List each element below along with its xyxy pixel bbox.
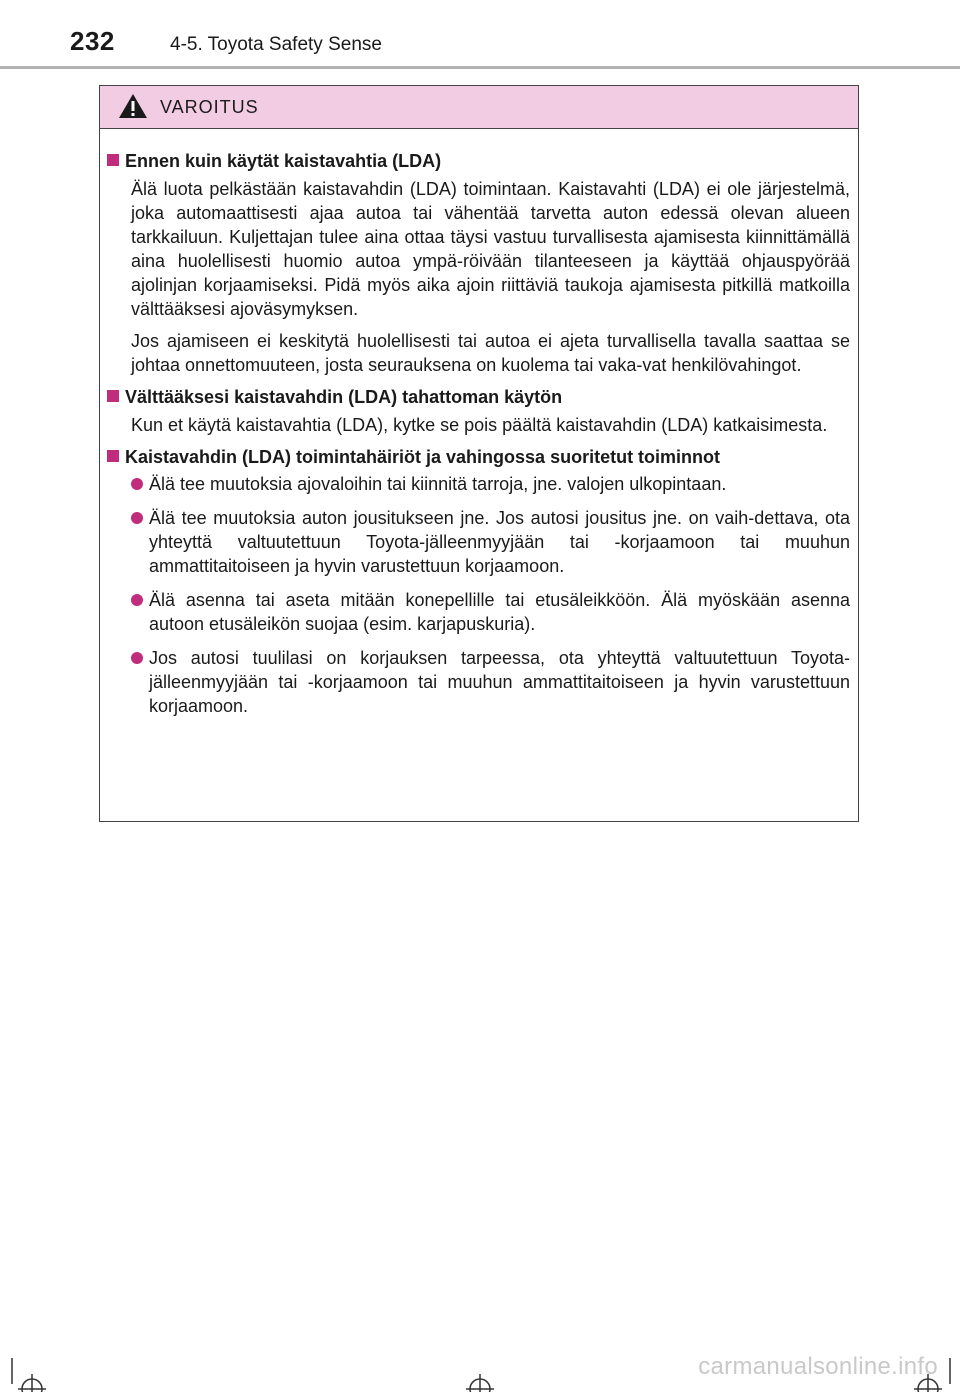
list-item — [131, 472, 850, 496]
circle-bullet-icon — [131, 478, 143, 490]
list-item — [131, 506, 850, 578]
warning-section — [107, 149, 850, 377]
section-heading — [107, 385, 850, 409]
square-bullet-icon — [107, 390, 119, 402]
page-number: 232 — [70, 26, 115, 56]
warning-title: VAROITUS — [160, 97, 259, 117]
list-item — [131, 588, 850, 636]
section-paragraph: Jos ajamiseen ei keskitytä huolellisesti tai autoa ei ajeta turvallisella tavalla saattaa se johtaa onnettomuuteen, josta seurauksena on kuolema tai vaka-vat henkilövahingot. — [131, 331, 850, 375]
list-item-text: Älä asenna tai aseta mitään konepellille tai etusäleikköön. Älä myöskään asenna autoon etusäleikön suojaa (esim. karjapuskuria). — [149, 590, 850, 634]
list-item-text: Jos autosi tuulilasi on korjauksen tarpeessa, ota yhteyttä valtuutettuun Toyota-jälleenmyyjään tai -korjaamoon tai muuhun ammattitaitoiseen ja hyvin varustettuun korjaamoon. — [149, 648, 850, 716]
section-heading-text: Ennen kuin käytät kaistavahtia (LDA) — [125, 151, 442, 171]
circle-bullet-icon — [131, 594, 143, 606]
square-bullet-icon — [107, 450, 119, 462]
warning-box — [99, 85, 859, 822]
warning-triangle-icon — [118, 93, 148, 119]
warning-section — [107, 445, 850, 718]
square-bullet-icon — [107, 154, 119, 166]
page-header — [0, 0, 960, 70]
circle-bullet-icon — [131, 652, 143, 664]
warning-section — [107, 385, 850, 437]
circle-bullet-icon — [131, 512, 143, 524]
section-paragraph: Älä luota pelkästään kaistavahdin (LDA) toimintaan. Kaistavahti (LDA) ei ole järjestelmä, joka automaattisesti ajaa autoa tai vähentää tarvetta auton edessä olevan alueen tarkkailuun. Kuljettajan tulee aina ottaa täysi vastuu turvallisesta ajamisesta kiinnittämällä aina huolellisesti huomio autoa ympä-röivään tilanteeseen ja käyttää ohjauspyörää ajolinjan korjaamiseksi. Pidä myös aika ajoin riittäviä taukoja ajamisesta pitkillä matkoilla välttääksesi ajoväsymyksen. — [131, 179, 850, 319]
list-item — [131, 646, 850, 718]
warning-header — [100, 86, 858, 129]
section-heading — [107, 149, 850, 173]
warning-body — [100, 129, 858, 718]
watermark: carmanualsonline.info — [698, 1353, 938, 1380]
list-item-text: Älä tee muutoksia ajovaloihin tai kiinnitä tarroja, jne. valojen ulkopintaan. — [149, 474, 727, 494]
section-paragraph: Kun et käytä kaistavahtia (LDA), kytke se pois päältä kaistavahdin (LDA) katkaisimesta. — [131, 415, 828, 435]
section-heading — [107, 445, 850, 469]
section-heading-text: Välttääksesi kaistavahdin (LDA) tahattoman käytön — [125, 387, 563, 407]
list-item-text: Älä tee muutoksia auton jousitukseen jne. Jos autosi jousitus jne. on vaih-dettava, ota yhteyttä valtuutettuun Toyota-jälleenmyyjään tai -korjaamoon tai muuhun ammattitaitoiseen ja hyvin varustettuun korjaamoon. — [149, 508, 850, 576]
section-title: 4-5. Toyota Safety Sense — [170, 34, 382, 55]
section-heading-text: Kaistavahdin (LDA) toimintahäiriöt ja vahingossa suoritetut toiminnot — [125, 447, 721, 467]
header-rule — [0, 66, 960, 69]
